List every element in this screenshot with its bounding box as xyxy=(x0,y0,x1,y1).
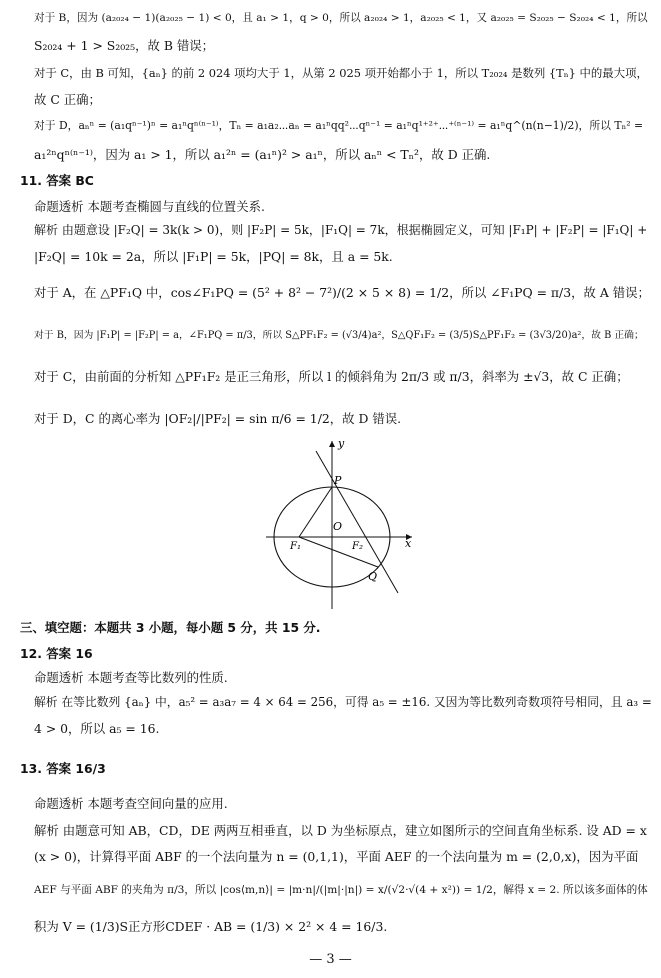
label-y: y xyxy=(338,437,345,450)
answer-heading: 11. 答案 BC xyxy=(20,173,94,188)
label-x: x xyxy=(405,537,412,550)
option-c-line: 对于 C，由前面的分析知 △PF₁F₂ 是正三角形，所以 l 的倾斜角为 2π/3 或 π/3，斜率为 ±√3，故 C 正确； xyxy=(34,369,629,384)
text-line: 对于 D，aₙⁿ = (a₁qⁿ⁻¹)ⁿ = a₁ⁿqⁿ⁽ⁿ⁻¹⁾，Tₙ = a₁a₂⋯aₙ = a₁ⁿqq²⋯qⁿ⁻¹ = a₁ⁿq¹⁺²⁺⋯⁺⁽ⁿ⁻¹⁾ = a₁ⁿq^(n(n−1)/2)，所以 Tₙ² = xyxy=(34,119,644,132)
text-line: 对于 B，因为 (a₂₀₂₄ − 1)(a₂₀₂₅ − 1) < 0，且 a₁ > 1，q > 0，所以 a₂₀₂₄ > 1，a₂₀₂₅ < 1，又 a₂₀₂₅ = S₂₀₂₅ − S₂₀₂₄ < 1，所以 xyxy=(34,12,648,24)
ellipse-figure xyxy=(266,437,416,609)
page-number: — 3 — xyxy=(309,952,352,967)
topic-line: 命题透析 本题考查椭圆与直线的位置关系. xyxy=(34,199,265,214)
text-line: 故 C 正确； xyxy=(34,92,101,107)
text-line: S₂₀₂₄ + 1 > S₂₀₂₅，故 B 错误； xyxy=(34,38,215,53)
answer-heading: 13. 答案 16/3 xyxy=(20,761,106,776)
y-axis-arrow xyxy=(329,441,335,447)
label-o: O xyxy=(333,520,343,533)
analysis-line: AEF 与平面 ABF 的夹角为 π/3，所以 |cos⟨m,n⟩| = |m·n|/(|m|·|n|) = x/(√2·√(4 + x²)) = 1/2，解得 x = 2. 所以该多面体的体 xyxy=(34,884,648,896)
label-p: P xyxy=(334,474,342,487)
option-d-line: 对于 D，C 的离心率为 |OF₂|/|PF₂| = sin π/6 = 1/2，故 D 错误. xyxy=(34,411,402,426)
label-q: Q xyxy=(368,570,378,583)
label-f2: F₂ xyxy=(352,541,363,552)
analysis-line: 解析 由题意设 |F₂Q| = 3k(k > 0)，则 |F₂P| = 5k，|F₁Q| = 7k，根据椭圆定义，可知 |F₁P| + |F₂P| = |F₁Q| + xyxy=(34,223,648,237)
segment-pf1 xyxy=(299,487,332,537)
section-heading: 三、填空题：本题共 3 小题，每小题 5 分，共 15 分. xyxy=(20,620,321,635)
topic-line: 命题透析 本题考查空间向量的应用. xyxy=(34,796,228,811)
analysis-line: 解析 在等比数列 {aₙ} 中，a₅² = a₃a₇ = 4 × 64 = 256，可得 a₅ = ±16. 又因为等比数列奇数项符号相同，且 a₃ = xyxy=(34,695,652,709)
analysis-line: 解析 由题意可知 AB，CD，DE 两两互相垂直，以 D 为坐标原点，建立如图所示的空间直角坐标系. 设 AD = x xyxy=(34,823,647,838)
analysis-line: |F₂Q| = 10k = 2a，所以 |F₁P| = 5k，|PQ| = 8k，且 a = 5k. xyxy=(34,249,393,264)
analysis-line: 4 > 0，所以 a₅ = 16. xyxy=(34,721,160,736)
text-line: 对于 C，由 B 可知，{aₙ} 的前 2 024 项均大于 1，从第 2 025 项开始都小于 1，所以 T₂₀₂₄ 是数列 {Tₙ} 中的最大项， xyxy=(34,66,648,80)
option-a-line: 对于 A，在 △PF₁Q 中，cos∠F₁PQ = (5² + 8² − 7²)/(2 × 5 × 8) = 1/2，所以 ∠F₁PQ = π/3，故 A 错误； xyxy=(34,285,650,300)
line-l xyxy=(316,451,398,593)
analysis-line: 积为 V = (1/3)S正方形CDEF · AB = (1/3) × 2² × 4 = 16/3. xyxy=(34,919,388,934)
segment-f1q xyxy=(299,537,378,567)
text-line: a₁²ⁿqⁿ⁽ⁿ⁻¹⁾，因为 a₁ > 1，所以 a₁²ⁿ = (a₁ⁿ)² > a₁ⁿ，所以 aₙⁿ < Tₙ²，故 D 正确. xyxy=(34,147,491,162)
topic-line: 命题透析 本题考查等比数列的性质. xyxy=(34,670,228,685)
analysis-line: (x > 0)，计算得平面 ABF 的一个法向量为 n = (0,1,1)，平面 AEF 的一个法向量为 m = (2,0,x)，因为平面 xyxy=(34,849,639,864)
label-f1: F₁ xyxy=(290,541,301,552)
option-b-line: 对于 B，因为 |F₁P| = |F₂P| = a，∠F₁PQ = π/3，所以 S△PF₁F₂ = (√3/4)a²，S△QF₁F₂ = (3/5)S△PF₁F₂ = (3√3/20)a²，故 B 正确； xyxy=(34,330,644,341)
answer-heading: 12. 答案 16 xyxy=(20,646,93,661)
